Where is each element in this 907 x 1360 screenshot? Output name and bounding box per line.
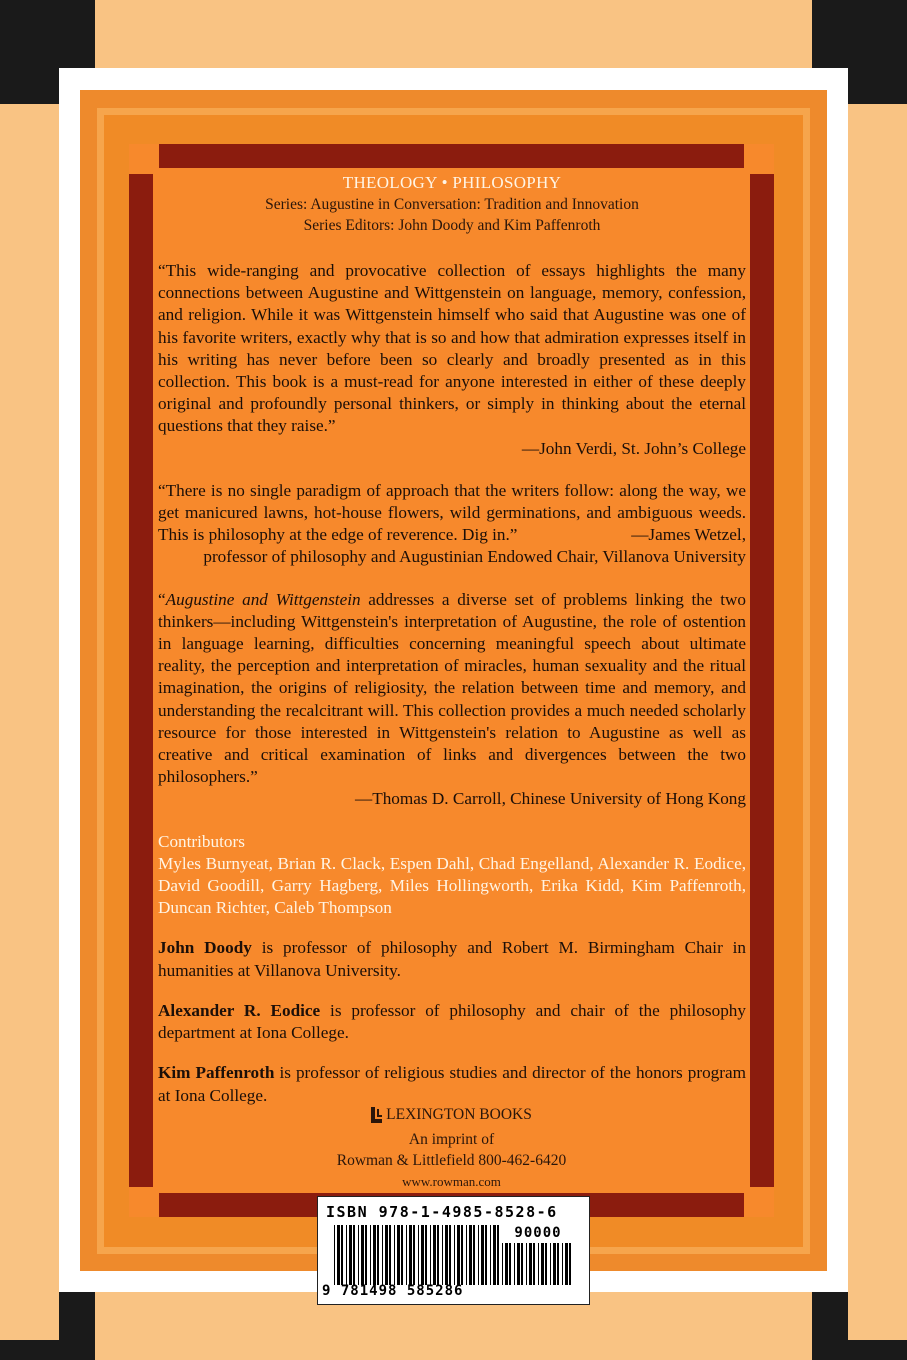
blurb-text bbox=[158, 480, 746, 547]
barcode-bar bbox=[433, 1225, 436, 1285]
barcode-bar bbox=[358, 1225, 359, 1285]
category-line: THEOLOGY • PHILOSOPHY bbox=[342, 173, 562, 192]
barcode-bar bbox=[557, 1243, 559, 1285]
blurb-attribution: professor of philosophy and Augustinian Endowed Chair, Villanova University bbox=[203, 547, 746, 567]
series-line: Series: Augustine in Conversation: Tradition and Innovation bbox=[265, 196, 639, 213]
frame-corner-tl bbox=[129, 144, 159, 174]
back-cover-text bbox=[158, 172, 746, 1107]
bio-text bbox=[158, 1062, 746, 1106]
barcode-bar bbox=[541, 1243, 544, 1285]
publisher-name: LEXINGTON BOOKS bbox=[386, 1106, 532, 1123]
series-editors-line: Series Editors: John Doody and Kim Paffenroth bbox=[303, 217, 601, 234]
bio-name: Alexander R. Eodice bbox=[158, 1000, 321, 1020]
barcode-bar bbox=[529, 1243, 532, 1285]
barcode-bar bbox=[418, 1225, 419, 1285]
barcode-bar bbox=[373, 1225, 376, 1285]
barcode-bar bbox=[341, 1225, 343, 1285]
bio-name: John Doody bbox=[158, 938, 252, 958]
barcode-bar bbox=[514, 1243, 515, 1285]
barcode-bar bbox=[550, 1243, 551, 1285]
blurb-wetzel bbox=[158, 480, 746, 569]
barcode-bar bbox=[353, 1225, 355, 1285]
barcode-bar bbox=[442, 1225, 443, 1285]
barcode-bar bbox=[521, 1243, 523, 1285]
barcode-bar bbox=[545, 1243, 547, 1285]
blurb-body: addresses a diverse set of problems linking the two thinkers—including Wittgenstein's interpretation of Augustine, the role of ostention in language learning, difficulties concerning meaningful speech about ultimate reality, the perception and interpretation of miracles, human sexuality and the ritual imagination, the origins of religiosity, the relation between time and memory, and understanding the recalcitrant will. This collection provides a much needed scholarly resource for those interested in Wittgenstein's relation to Augustine as well as creative and critical examination of links and divergences between the two philosophers.” bbox=[158, 589, 747, 787]
blurb-verdi bbox=[158, 260, 746, 460]
publisher-website: www.rowman.com bbox=[402, 1173, 501, 1189]
blurb-carroll bbox=[158, 589, 746, 811]
bio-body: is professor of religious studies and director of the honors program at Iona College. bbox=[158, 1063, 746, 1105]
barcode-bar bbox=[466, 1225, 467, 1285]
barcode-bar bbox=[349, 1225, 352, 1285]
barcode-bar bbox=[361, 1225, 364, 1285]
blurb-open-quote: “ bbox=[158, 589, 166, 609]
barcode-bar bbox=[481, 1225, 484, 1285]
isbn-text: ISBN 978-1-4985-8528-6 bbox=[326, 1203, 558, 1221]
isbn-barcode bbox=[317, 1196, 590, 1305]
bio-body: is professor of philosophy and chair of the philosophy department at Iona College. bbox=[158, 1000, 746, 1043]
barcode-bar bbox=[497, 1225, 499, 1285]
blurb-body: “There is no single paradigm of approach that the writers follow: along the way, we get manicured lawns, hot-house flowers, wild germinations, and ambiguous weeds. This is philosophy at the edge of reverence. Dig in.” bbox=[158, 480, 746, 545]
right-outer-stripe bbox=[848, 104, 907, 1340]
barcode-bar bbox=[385, 1225, 388, 1285]
bio-doody bbox=[158, 937, 746, 981]
barcode-bar bbox=[553, 1243, 556, 1285]
barcode-bar bbox=[389, 1225, 391, 1285]
frame-corner-tr bbox=[744, 144, 774, 174]
barcode-bar bbox=[334, 1225, 335, 1285]
price-addon-text: 90000 bbox=[514, 1225, 562, 1241]
barcode-bar bbox=[382, 1225, 383, 1285]
barcode-bar bbox=[409, 1225, 412, 1285]
contributors-section bbox=[158, 831, 746, 920]
barcode-bar bbox=[454, 1225, 455, 1285]
left-outer-stripe bbox=[0, 104, 59, 1340]
bio-eodice bbox=[158, 1000, 746, 1044]
contributors-list: Myles Burnyeat, Brian R. Clack, Espen Dahl, Chad Engelland, Alexander R. Eodice, David Goodill, Garry Hagberg, Miles Hollingworth, Erika Kidd, Kim Paffenroth, Duncan Richter, Caleb Thompson bbox=[158, 853, 746, 918]
barcode-bar bbox=[449, 1225, 451, 1285]
barcode-bar bbox=[517, 1243, 520, 1285]
parent-publisher-line: Rowman & Littlefield 800-462-6420 bbox=[336, 1151, 567, 1169]
barcode-bar bbox=[401, 1225, 403, 1285]
bio-text bbox=[158, 937, 746, 981]
barcode-bar bbox=[397, 1225, 400, 1285]
barcode-bar bbox=[505, 1243, 508, 1285]
barcode-bar bbox=[461, 1225, 463, 1285]
bio-body: is professor of philosophy and Robert M. Birmingham Chair in humanities at Villanova University. bbox=[158, 938, 747, 980]
barcode-bar bbox=[478, 1225, 479, 1285]
barcode-bar bbox=[430, 1225, 431, 1285]
barcode-bar bbox=[406, 1225, 407, 1285]
barcode-bar bbox=[346, 1225, 347, 1285]
blurb-text bbox=[158, 589, 746, 789]
publisher-name-line bbox=[371, 1104, 532, 1125]
book-title: Augustine and Wittgenstein bbox=[165, 589, 361, 609]
barcode-bar bbox=[365, 1225, 367, 1285]
frame-corner-bl bbox=[129, 1187, 159, 1217]
barcode-bar bbox=[394, 1225, 395, 1285]
barcode-bar bbox=[445, 1225, 448, 1285]
lexington-logo-icon bbox=[371, 1107, 382, 1123]
barcode-bar bbox=[337, 1225, 340, 1285]
barcode-bar bbox=[538, 1243, 539, 1285]
blurb-text: “This wide-ranging and provocative collection of essays highlights the many connections between Augustine and Wittgenstein on language, memory, confession, and religion. While it was Wittgenstein himself who said that Augustine was one of his favorite writers, exactly why that is so and how that admiration expresses itself in his writing has never before been so clearly and broadly presented as in this collection. This book is a must-read for anyone interested in either of these deeply original and profoundly personal thinkers, or simply in thinking about the eternal questions that they raise.” bbox=[158, 261, 746, 436]
barcode-bar bbox=[457, 1225, 460, 1285]
ean-barcode-bars bbox=[334, 1225, 500, 1285]
frame-corner-br bbox=[744, 1187, 774, 1217]
barcode-bar bbox=[509, 1243, 511, 1285]
barcode-bar bbox=[565, 1243, 568, 1285]
contributors-title: Contributors bbox=[158, 831, 245, 851]
blurb-inline-attribution: —James Wetzel, bbox=[631, 525, 746, 545]
barcode-bar bbox=[421, 1225, 424, 1285]
barcode-bar bbox=[413, 1225, 415, 1285]
blurb-attribution: —Thomas D. Carroll, Chinese University of Hong Kong bbox=[355, 789, 746, 809]
barcode-bar bbox=[377, 1225, 379, 1285]
barcode-bar bbox=[425, 1225, 427, 1285]
barcode-bar bbox=[490, 1225, 491, 1285]
blurb-attribution: —John Verdi, St. John’s College bbox=[521, 438, 746, 458]
imprint-line: An imprint of bbox=[408, 1130, 495, 1148]
ean-digits: 9 781498 585286 bbox=[322, 1283, 464, 1299]
barcode-bar bbox=[533, 1243, 535, 1285]
bio-text bbox=[158, 1000, 746, 1044]
barcode-bar bbox=[370, 1225, 371, 1285]
barcode-bar bbox=[473, 1225, 475, 1285]
barcode-bar bbox=[502, 1243, 503, 1285]
bio-paffenroth bbox=[158, 1062, 746, 1106]
barcode-bar bbox=[493, 1225, 496, 1285]
publisher-block bbox=[153, 1104, 750, 1192]
barcode-bar bbox=[562, 1243, 563, 1285]
barcode-bar bbox=[469, 1225, 472, 1285]
barcode-bar bbox=[569, 1243, 571, 1285]
barcode-bar bbox=[485, 1225, 487, 1285]
barcode-bar bbox=[437, 1225, 439, 1285]
barcode-bar bbox=[526, 1243, 527, 1285]
bio-name: Kim Paffenroth bbox=[158, 1063, 275, 1083]
